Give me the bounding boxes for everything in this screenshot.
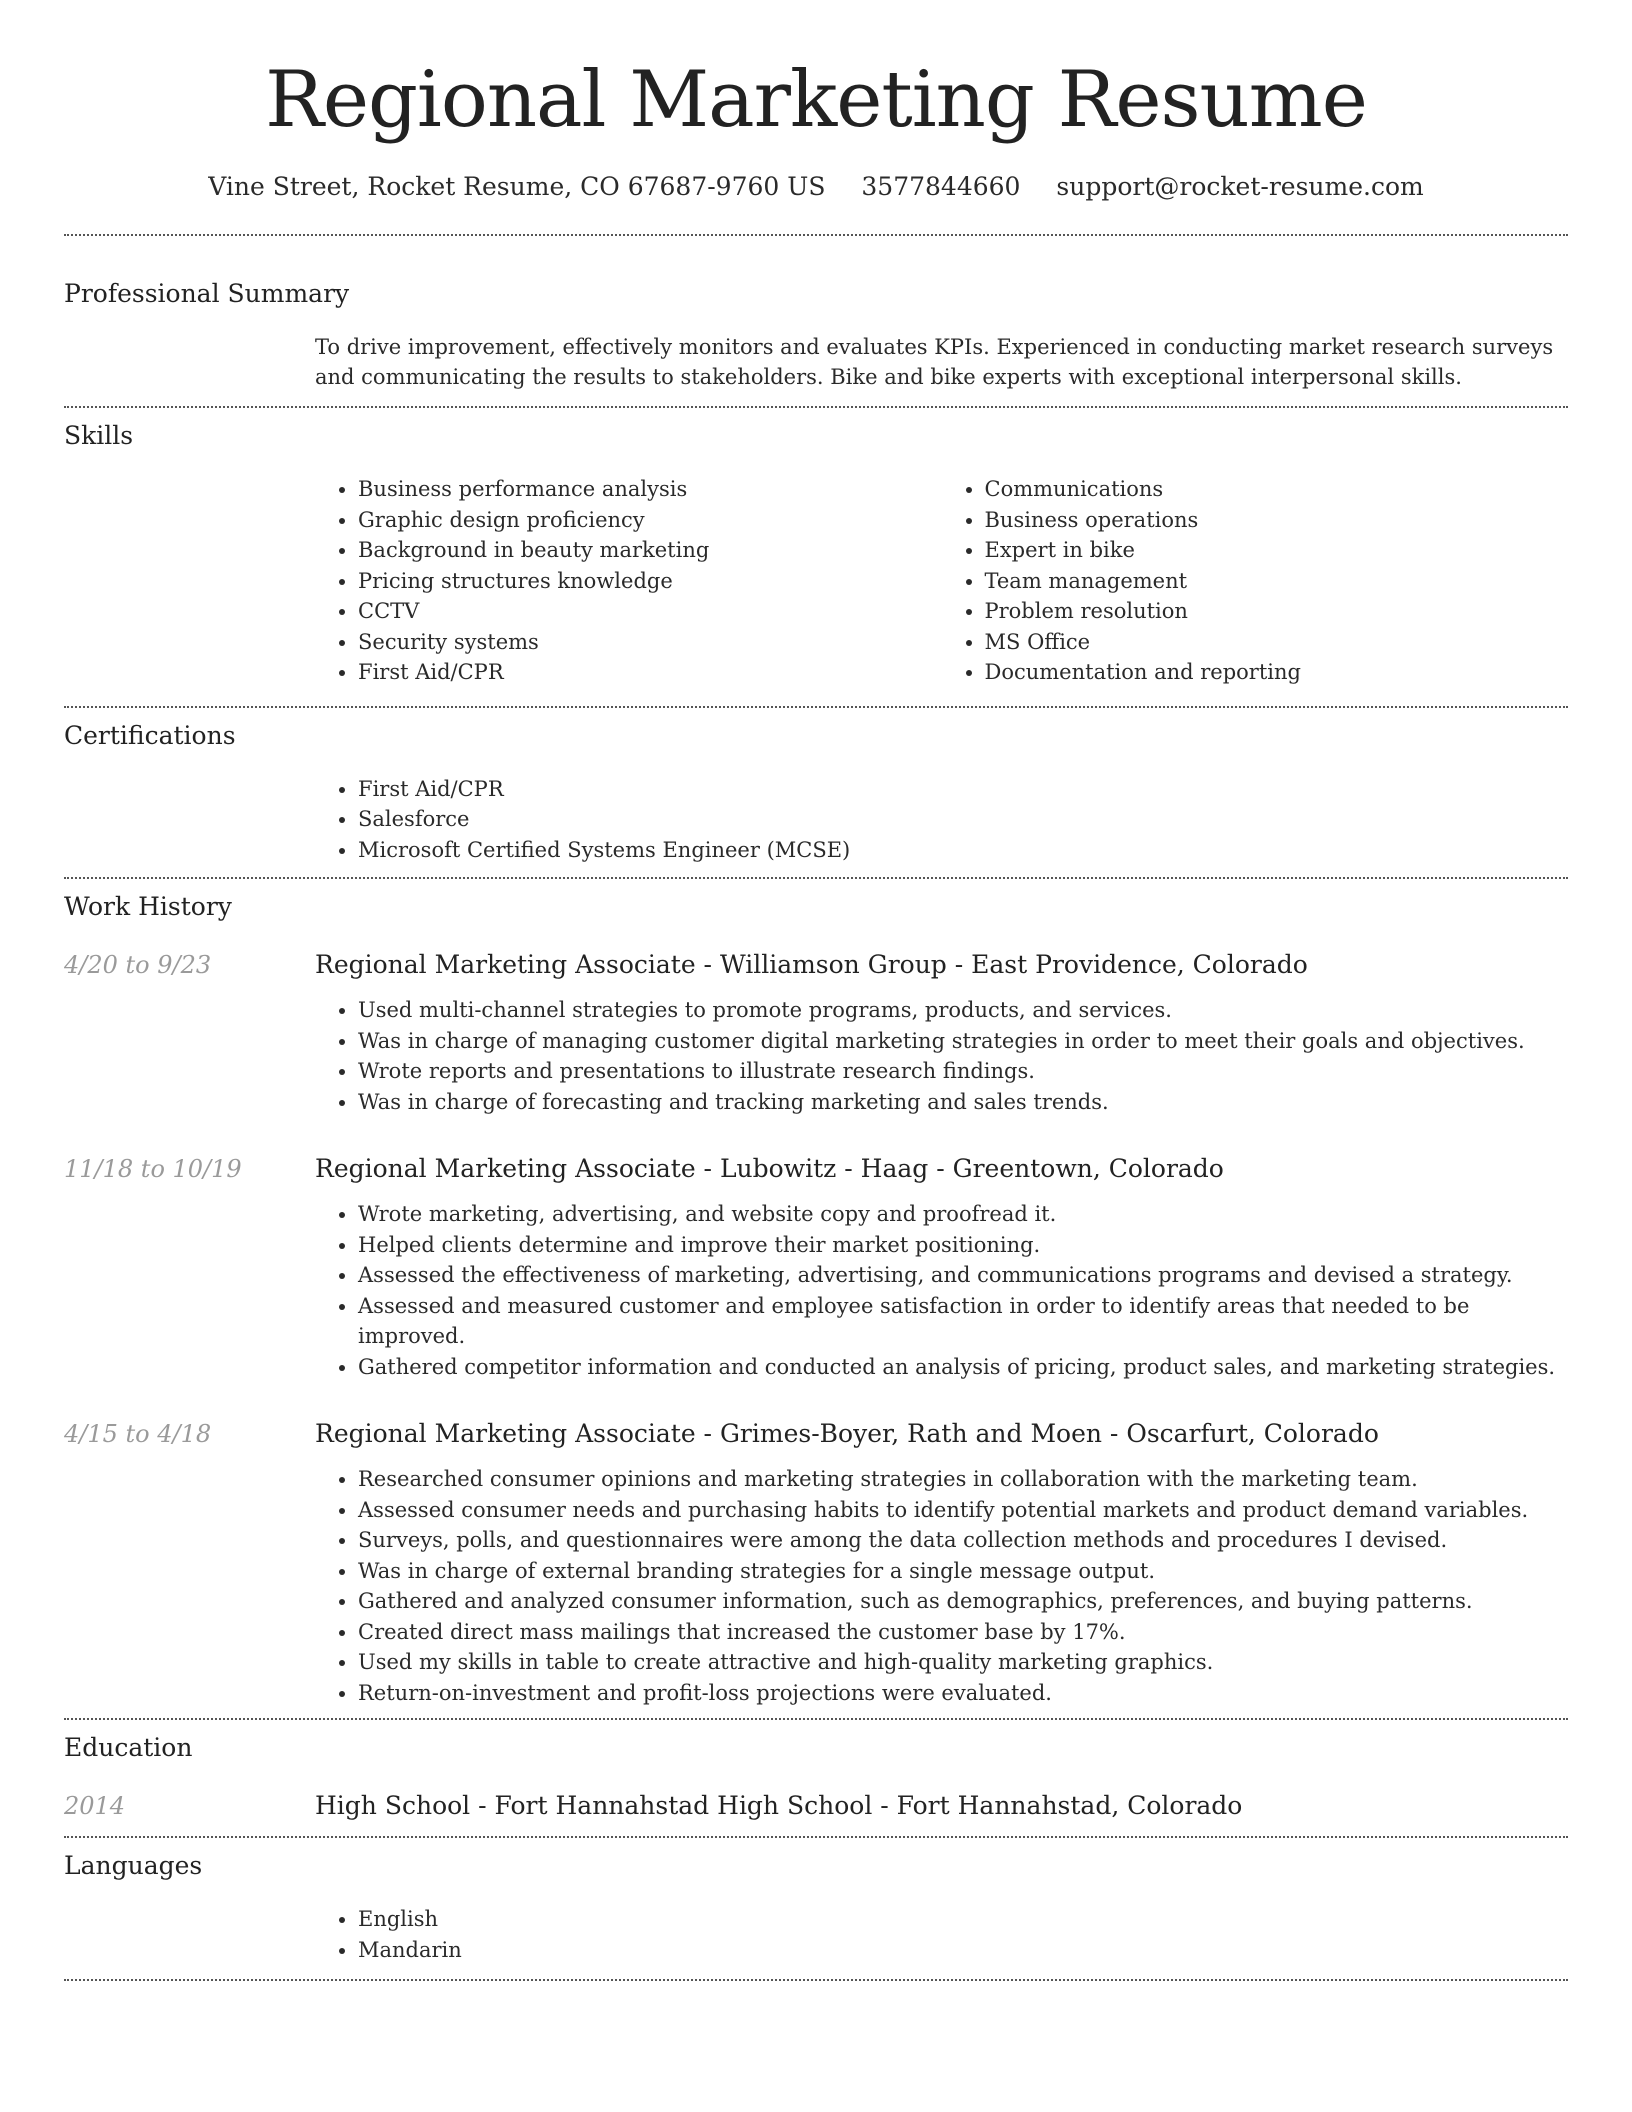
list-item: • Assessed and measured customer and employee satisfaction in order to identify areas that needed to be improved. [358, 1291, 1568, 1352]
list-item: • Helped clients determine and improve their market positioning. [358, 1230, 1568, 1261]
list-item: • Wrote marketing, advertising, and website copy and proofread it. [358, 1199, 1568, 1230]
skills-list-right [942, 474, 1569, 688]
list-item: • Was in charge of forecasting and tracking marketing and sales trends. [358, 1087, 1568, 1118]
job-entry [64, 1418, 1568, 1708]
list-item: • Microsoft Certified Systems Engineer (MCSE) [358, 835, 1568, 866]
job-bullets [315, 995, 1568, 1117]
job-bullets [315, 1199, 1568, 1382]
contact-line [64, 170, 1568, 204]
section-title-education: Education [64, 1733, 193, 1762]
job-header [64, 1418, 1568, 1450]
resume-name: Regional Marketing Resume [265, 55, 1367, 145]
list-item: • Pricing structures knowledge [358, 566, 942, 597]
list-item: • Gathered competitor information and conducted an analysis of pricing, product sales, and marketing strategies. [358, 1352, 1568, 1383]
section-title-skills: Skills [64, 421, 134, 450]
skills-grid [315, 474, 1568, 688]
contact-phone: 3577844660 [861, 172, 1021, 201]
section-title-work: Work History [64, 892, 232, 921]
list-item: • Gathered and analyzed consumer information, such as demographics, preferences, and buying patterns. [358, 1586, 1568, 1617]
skills-section [64, 408, 1568, 688]
job-date: 4/20 to 9/23 [64, 951, 212, 979]
list-item: • Was in charge of external branding strategies for a single message output. [358, 1556, 1568, 1587]
languages-list [315, 1904, 1568, 1965]
job-details [315, 995, 1568, 1117]
contact-email: support@rocket-resume.com [1056, 172, 1424, 201]
job-entry [64, 949, 1568, 1117]
list-item: • MS Office [985, 627, 1569, 658]
job-header [64, 1153, 1568, 1185]
job-date: 4/15 to 4/18 [64, 1420, 212, 1448]
list-item: • Problem resolution [985, 596, 1569, 627]
list-item: • Assessed consumer needs and purchasing habits to identify potential markets and product demand variables. [358, 1495, 1568, 1526]
summary-section [64, 236, 1568, 392]
job-bullets [315, 1464, 1568, 1708]
list-item: • Documentation and reporting [985, 657, 1569, 688]
section-title-languages: Languages [64, 1851, 203, 1880]
list-item: • Communications [985, 474, 1569, 505]
list-item: • English [358, 1904, 1568, 1935]
languages-section [64, 1838, 1568, 1965]
section-title-summary: Professional Summary [64, 279, 350, 308]
education-title: High School - Fort Hannahstad High School - Fort Hannahstad, Colorado [315, 1791, 1243, 1820]
list-item: • Business operations [985, 505, 1569, 536]
contact-address: Vine Street, Rocket Resume, CO 67687-9760 US [208, 172, 826, 201]
list-item: • Security systems [358, 627, 942, 658]
languages-content [315, 1904, 1568, 1965]
list-item: • First Aid/CPR [358, 774, 1568, 805]
list-item: • CCTV [358, 596, 942, 627]
list-item: • Created direct mass mailings that increased the customer base by 17%. [358, 1617, 1568, 1648]
skills-list-left [315, 474, 942, 688]
job-title: Regional Marketing Associate - Lubowitz - Haag - Greentown, Colorado [315, 1154, 1224, 1183]
divider [64, 1979, 1568, 1981]
list-item: • Used my skills in table to create attractive and high-quality marketing graphics. [358, 1647, 1568, 1678]
list-item: • Researched consumer opinions and marketing strategies in collaboration with the marketing team. [358, 1464, 1568, 1495]
resume-header [64, 0, 1568, 204]
list-item: • Graphic design proficiency [358, 505, 942, 536]
list-item: • Salesforce [358, 804, 1568, 835]
job-details [315, 1199, 1568, 1382]
education-section [64, 1720, 1568, 1822]
list-item: • Wrote reports and presentations to illustrate research findings. [358, 1056, 1568, 1087]
list-item: • Mandarin [358, 1935, 1568, 1966]
job-entry [64, 1153, 1568, 1382]
job-details [315, 1464, 1568, 1708]
work-section [64, 879, 1568, 1708]
certifications-list [315, 774, 1568, 866]
list-item: • Expert in bike [985, 535, 1569, 566]
list-item: • Background in beauty marketing [358, 535, 942, 566]
list-item: • Used multi-channel strategies to promote programs, products, and services. [358, 995, 1568, 1026]
certifications-content [315, 774, 1568, 866]
section-title-certifications: Certifications [64, 720, 236, 750]
certifications-section [64, 708, 1568, 866]
education-date: 2014 [64, 1792, 126, 1820]
list-item: • Return-on-investment and profit-loss projections were evaluated. [358, 1678, 1568, 1709]
job-header [64, 949, 1568, 981]
list-item: • Assessed the effectiveness of marketing, advertising, and communications programs and devised a strategy. [358, 1260, 1568, 1291]
job-title: Regional Marketing Associate - Grimes-Boyer, Rath and Moen - Oscarfurt, Colorado [315, 1419, 1379, 1448]
list-item: • First Aid/CPR [358, 657, 942, 688]
list-item: • Business performance analysis [358, 474, 942, 505]
list-item: • Team management [985, 566, 1569, 597]
job-date: 11/18 to 10/19 [64, 1155, 242, 1183]
list-item: • Surveys, polls, and questionnaires were among the data collection methods and procedures I devised. [358, 1525, 1568, 1556]
job-title: Regional Marketing Associate - Williamson Group - East Providence, Colorado [315, 950, 1308, 979]
list-item: • Was in charge of managing customer digital marketing strategies in order to meet their goals and objectives. [358, 1026, 1568, 1057]
education-entry [64, 1790, 1568, 1822]
summary-text: To drive improvement, effectively monitors and evaluates KPIs. Experienced in conducting market research surveys and communicating the results to stakeholders. Bike and bike experts with exceptional interpersonal skills. [315, 335, 1554, 389]
